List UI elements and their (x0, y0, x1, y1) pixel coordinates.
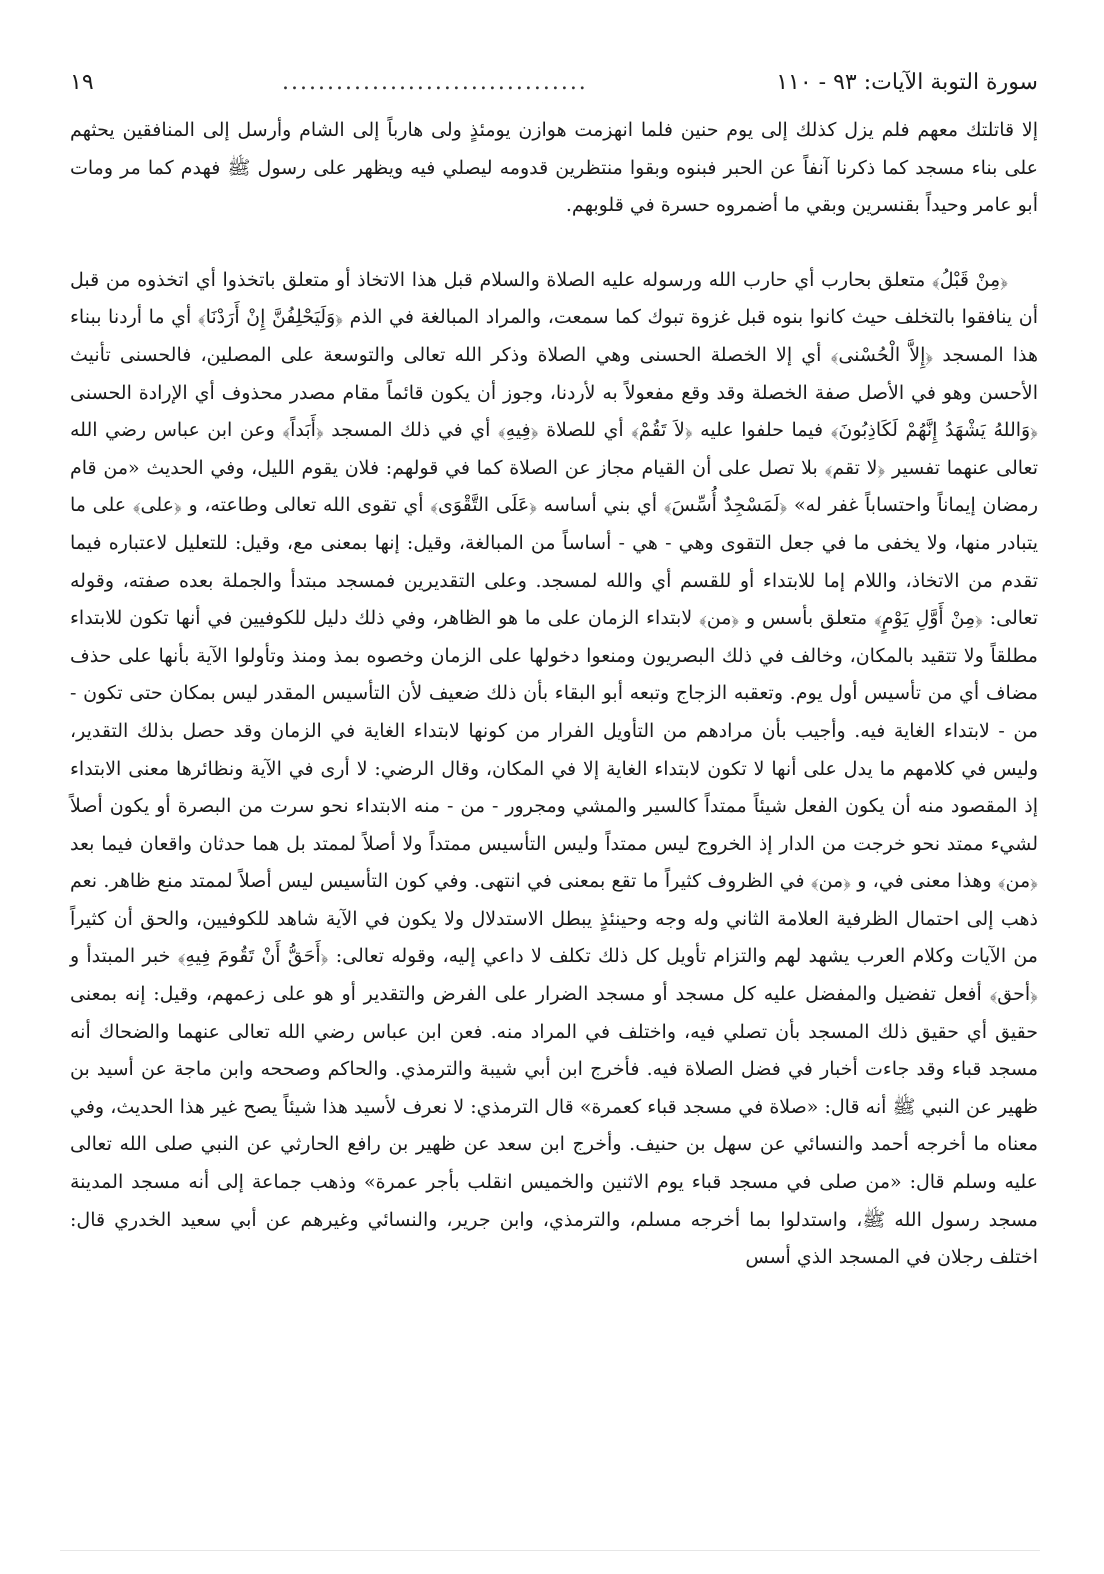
running-header (70, 70, 1038, 110)
page (70, 70, 1038, 1277)
running-title: سورة التوبة الآيات: ٩٣ - ١١٠ (776, 70, 1038, 95)
footer-rule (60, 1550, 1040, 1551)
paragraph-continuation: إلا قاتلتك معهم فلم يزل كذلك إلى يوم حنين فلما انهزمت هوازن يومئذٍ ولى هارباً إلى الشام وأرسل إلى المنافقين يحثهم على بناء مسجد كما ذكرنا آنفاً عن الحبر فبنوه وبقوا منتظرين قدومه ليصلي فيه ويظهر على رسول ﷺ فهدم كما مر ومات أبو عامر وحيداً بقنسرين وبقي ما أضمروه حسرة في قلوبهم. (70, 119, 1038, 217)
leader-dots: .................................. (282, 70, 588, 95)
paragraph-commentary: ﴿مِنْ قَبْلُ﴾ متعلق بحارب أي حارب الله ورسوله عليه الصلاة والسلام قبل هذا الاتخاذ أو متعلق باتخذوا أي اتخذوه من قبل أن ينافقوا بالتخلف حيث كانوا بنوه قبل غزوة تبوك كما سمعت، والمراد المبالغة في الذم ﴿وَلَيَحْلِفُنَّ إِنْ أَرَدْنَا﴾ أي ما أردنا ببناء هذا المسجد ﴿إِلاَّ الْحُسْنى﴾ أي إلا الخصلة الحسنى وهي الصلاة وذكر الله تعالى والتوسعة على المصلين، فالحسنى تأنيث الأحسن وهو في الأصل صفة الخصلة وقد وقع مفعولاً به لأردنا، وجوز أن يكون قائماً مقام مصدر محذوف أي الإرادة الحسنى ﴿وَاللهُ يَشْهَدُ إِنَّهُمْ لَكَاذِبُونَ﴾ فيما حلفوا عليه ﴿لاَ تَقُمْ﴾ أي للصلاة ﴿فِيهِ﴾ أي في ذلك المسجد ﴿أَبَداً﴾ وعن ابن عباس رضي الله تعالى عنهما تفسير ﴿لا تقم﴾ بلا تصل على أن القيام مجاز عن الصلاة كما في قولهم: فلان يقوم الليل، وفي الحديث «من قام رمضان إيماناً واحتساباً غفر له» ﴿لَمَسْجِدٌ أُسِّسَ﴾ أي بني أساسه ﴿عَلَى التَّقْوَى﴾ أي تقوى الله تعالى وطاعته، و ﴿على﴾ على ما يتبادر منها، ولا يخفى ما في جعل التقوى وهي - هي - أساساً من المبالغة، وقيل: إنها بمعنى مع، وقيل: للتعليل لاعتباره فيما تقدم من الاتخاذ، واللام إما للابتداء أو للقسم أي والله لمسجد. وعلى التقديرين فمسجد مبتدأ والجملة بعده صفته، وقوله تعالى: ﴿مِنْ أَوَّلِ يَوْمٍ﴾ متعلق بأسس و ﴿من﴾ لابتداء الزمان على ما هو الظاهر، وفي ذلك دليل للكوفيين في أنها تكون للابتداء مطلقاً ولا تتقيد بالمكان، وخالف في ذلك البصريون ومنعوا دخولها على الزمان وخصوه بمذ ومنذ وتأولوا الآية بأنها على حذف مضاف أي من تأسيس أول يوم. وتعقبه الزجاج وتبعه أبو البقاء بأن ذلك ضعيف لأن التأسيس المقدر ليس بمكان حتى تكون - من - لابتداء الغاية فيه. وأجيب بأن مرادهم من التأويل الفرار من كونها لابتداء الغاية في الزمان وقد حصل بذلك التقدير، وليس في كلامهم ما يدل على أنها لا تكون لابتداء الغاية إلا في المكان، وقال الرضي: لا أرى في الآية ونظائرها معنى الابتداء إذ المقصود منه أن يكون الفعل شيئاً ممتداً كالسير والمشي ومجرور - من - منه الابتداء نحو سرت من البصرة أو يكون أصلاً لشيء ممتد نحو خرجت من الدار إذ الخروج ليس ممتداً وليس التأسيس ممتداً ولا أصلاً لممتد بل هما حدثان واقعان فيما بعد ﴿من﴾ وهذا معنى في، و ﴿من﴾ في الظروف كثيراً ما تقع بمعنى في انتهى. وفي كون التأسيس ليس أصلاً لممتد منع ظاهر. نعم ذهب إلى احتمال الظرفية العلامة الثاني وله وجه وحينئذٍ يبطل الاستدلال ولا يكون في الآية شاهد للكوفيين، والحق أن كثيراً من الآيات وكلام العرب يشهد لهم والتزام تأويل كل ذلك تكلف لا داعي إليه، وقوله تعالى: ﴿أَحَقُّ أَنْ تَقُومَ فِيهِ﴾ خبر المبتدأ و ﴿أحق﴾ أفعل تفضيل والمفضل عليه كل مسجد أو مسجد الضرار على الفرض والتقدير أو هو على زعمهم، وقيل: إنه بمعنى حقيق أي حقيق ذلك المسجد بأن تصلي فيه، واختلف في المراد منه. فعن ابن عباس رضي الله تعالى عنهما والضحاك أنه مسجد قباء وقد جاءت أخبار في فضل الصلاة فيه. فأخرج ابن أبي شيبة والترمذي. والحاكم وصححه وابن ماجة عن أسيد بن ظهير عن النبي ﷺ أنه قال: «صلاة في مسجد قباء كعمرة» قال الترمذي: لا نعرف لأسيد هذا شيئاً يصح غير هذا الحديث، وفي معناه ما أخرجه أحمد والنسائي عن سهل بن حنيف. وأخرج ابن سعد عن ظهير بن رافع الحارثي عن النبي صلى الله تعالى عليه وسلم قال: «من صلى في مسجد قباء يوم الاثنين والخميس انقلب بأجر عمرة» وذهب جماعة إلى أنه مسجد المدينة مسجد رسول الله ﷺ، واستدلوا بما أخرجه مسلم، والترمذي، وابن جرير، والنسائي وغيرهم عن أبي سعيد الخدري قال: اختلف رجلان في المسجد الذي أسس (70, 268, 1039, 1269)
page-number: ١٩ (70, 70, 94, 95)
